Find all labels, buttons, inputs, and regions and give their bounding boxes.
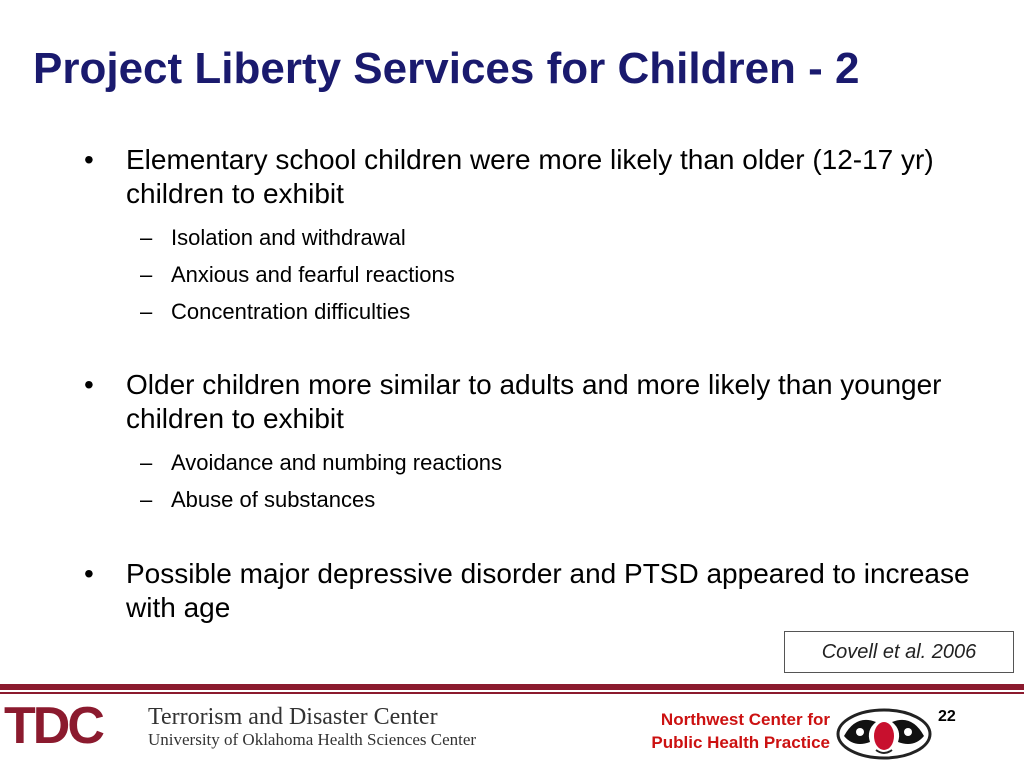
sub-text: Avoidance and numbing reactions <box>171 450 503 475</box>
sub-marker: – <box>140 299 153 324</box>
page-number: 22 <box>938 708 956 725</box>
sub-marker: – <box>140 262 153 287</box>
slide-title: Project Liberty Services for Children - 2 <box>33 44 860 93</box>
sub-item <box>140 225 406 251</box>
partner-line-1: Northwest Center for <box>660 710 830 729</box>
bullet-marker: • <box>84 558 94 589</box>
bullet-marker: • <box>84 369 94 400</box>
sub-text: Abuse of substances <box>171 487 376 512</box>
sub-marker: – <box>140 225 153 250</box>
bullet-marker: • <box>84 144 94 175</box>
footer-divider <box>0 684 1024 690</box>
sub-text: Anxious and fearful reactions <box>171 262 455 287</box>
org-subtitle: University of Oklahoma Health Sciences Center <box>148 730 477 749</box>
bullet-item <box>84 557 994 625</box>
sub-marker: – <box>140 487 153 512</box>
sub-text: Concentration difficulties <box>171 299 411 324</box>
bullet-item <box>84 143 994 211</box>
partner-line-2: Public Health Practice <box>651 733 830 752</box>
sub-item <box>140 450 502 476</box>
sub-item <box>140 299 410 325</box>
footer-divider-thin <box>0 692 1024 694</box>
bullet-text: Possible major depressive disorder and PTSD appeared to increase with age <box>126 558 970 623</box>
org-name: Terrorism and Disaster Center <box>148 704 438 730</box>
sub-text: Isolation and withdrawal <box>171 225 406 250</box>
bullet-text: Older children more similar to adults and more likely than younger children to exhibit <box>126 369 942 434</box>
bullet-item <box>84 368 994 436</box>
sub-marker: – <box>140 450 153 475</box>
sub-item <box>140 487 375 513</box>
partner-name <box>600 708 830 754</box>
citation-box: Covell et al. 2006 <box>784 631 1014 673</box>
bullet-text: Elementary school children were more likely than older (12-17 yr) children to exhibit <box>126 144 934 209</box>
sub-item <box>140 262 455 288</box>
northwest-emblem-icon <box>836 708 932 760</box>
tdc-logo: TDC <box>4 697 102 755</box>
